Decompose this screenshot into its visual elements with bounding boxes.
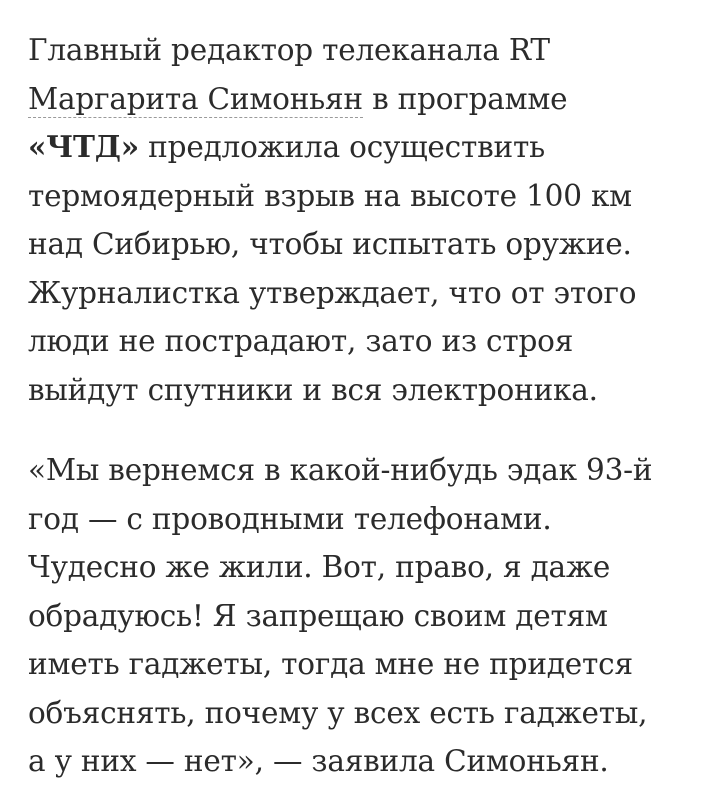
text-line [28, 75, 708, 124]
article-paragraph-intro [28, 26, 708, 414]
text-fragment: предложила осуществить [139, 130, 545, 164]
text-fragment: в программе [362, 81, 568, 116]
show-link-chtd[interactable]: «ЧТД» [28, 129, 139, 164]
text-line: обрадуюсь! Я запрещаю своим детям [28, 598, 608, 633]
text-line: «Мы вернемся в какой-нибудь эдак 93-й [28, 453, 653, 487]
text-line: а у них — нет», — заявила Симоньян. [28, 744, 609, 778]
text-line: Чудесно же жили. Вот, право, я даже [28, 550, 611, 584]
text-line: над Сибирью, чтобы испытать оружие. [28, 227, 632, 261]
text-line: Главный редактор телеканала RT [28, 33, 550, 67]
text-line: год — с проводными телефонами. [28, 501, 552, 536]
article-paragraph-quote [28, 446, 708, 786]
text-line: иметь гаджеты, тогда мне не придется [28, 647, 633, 681]
text-line: люди не пострадают, зато из строя [28, 324, 574, 358]
text-line: выйдут спутники и вся электроника. [28, 372, 598, 407]
text-line [28, 123, 708, 172]
text-line: Журналистка утверждает, что от этого [28, 275, 637, 310]
article-body [28, 26, 708, 786]
text-line: термоядерный взрыв на высоте 100 км [28, 178, 632, 213]
text-line: объяснять, почему у всех есть гаджеты, [28, 695, 648, 730]
person-link-simonyan[interactable]: Маргарита Симоньян [28, 81, 363, 116]
